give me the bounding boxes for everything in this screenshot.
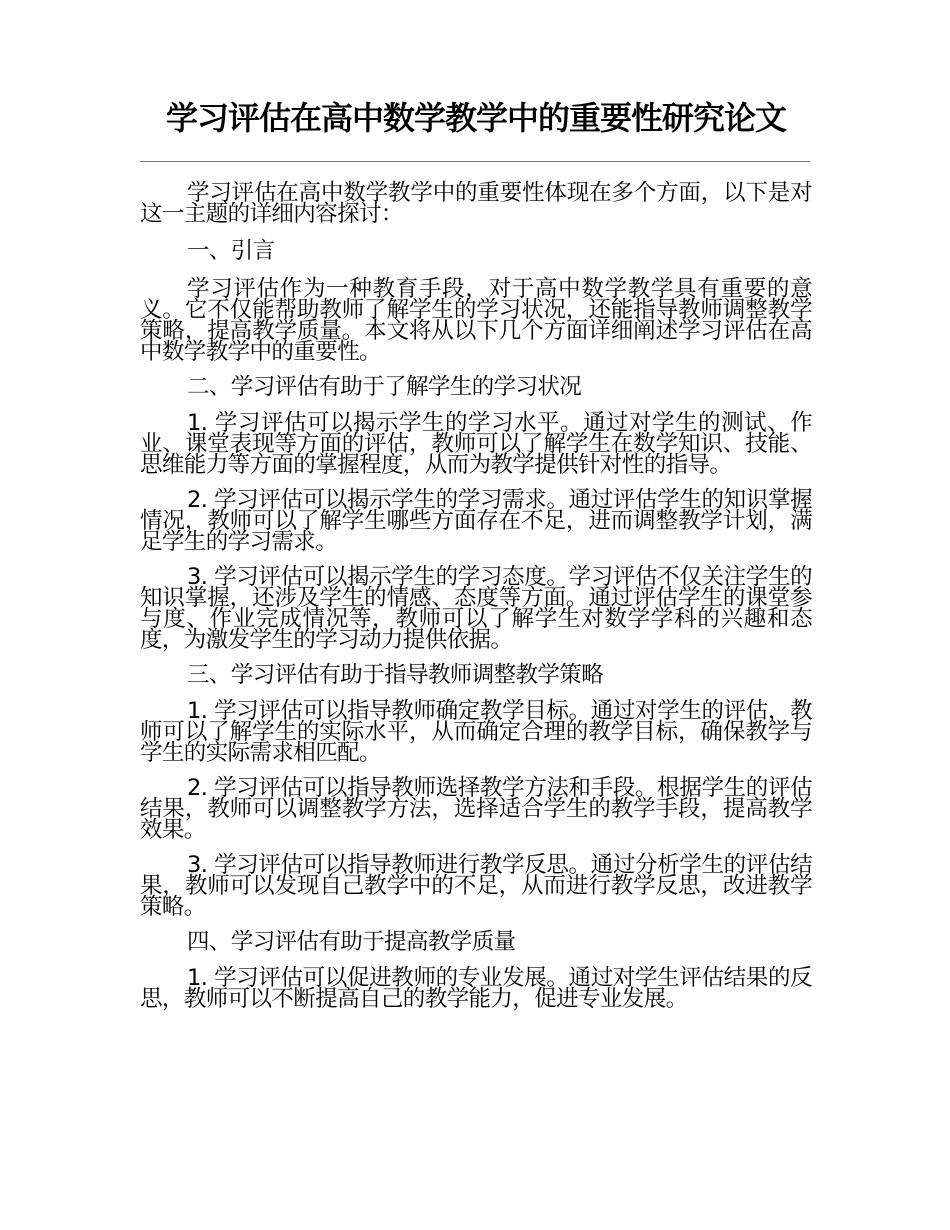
document-title: 学习评估在高中数学教学中的重要性研究论文 [165,99,786,137]
section-heading-3: 三、学习评估有助于指导教师调整教学策略 [187,662,604,688]
paragraph-1: 学习评估作为一种教育手段，对于高中数学教学具有重要的意义。它不仅能帮助教师了解学生的学习状况，还能指导教师调整教学策略，提高教学质量。本文将从以下几个方面详细阐述学习评估在高中数学教学中的重要性。 [140,276,812,365]
paragraph-3-1: 1. 学习评估可以指导教师确定教学目标。通过对学生的评估，教师可以了解学生的实际水平，从而确定合理的教学目标，确保教学与学生的实际需求相匹配。 [140,698,812,766]
title-divider [140,161,810,162]
section-heading-1: 一、引言 [187,238,275,264]
paragraph-4-1: 1. 学习评估可以促进教师的专业发展。通过对学生评估结果的反思，教师可以不断提高自己的教学能力，促进专业发展。 [140,965,812,1012]
section-heading-2: 二、学习评估有助于了解学生的学习状况 [187,374,582,400]
paragraph-2-1: 1. 学习评估可以揭示学生的学习水平。通过对学生的测试、作业、课堂表现等方面的评估，教师可以了解学生在数学知识、技能、思维能力等方面的掌握程度，从而为教学提供针对性的指导。 [140,410,812,478]
paragraph-intro: 学习评估在高中数学教学中的重要性体现在多个方面，以下是对这一主题的详细内容探讨： [140,180,812,227]
paragraph-3-3: 3. 学习评估可以指导教师进行教学反思。通过分析学生的评估结果，教师可以发现自己教学中的不足，从而进行教学反思，改进教学策略。 [140,852,812,920]
paragraph-2-2: 2. 学习评估可以揭示学生的学习需求。通过评估学生的知识掌握情况，教师可以了解学生哪些方面存在不足，进而调整教学计划，满足学生的学习需求。 [140,487,812,555]
document-body [140,180,812,1012]
paragraph-2-3: 3. 学习评估可以揭示学生的学习态度。学习评估不仅关注学生的知识掌握，还涉及学生的情感、态度等方面。通过评估学生的课堂参与度、作业完成情况等，教师可以了解学生对数学学科的兴趣和态度，为激发学生的学习动力提供依据。 [140,564,812,653]
section-heading-4: 四、学习评估有助于提高教学质量 [187,929,516,955]
paragraph-3-2: 2. 学习评估可以指导教师选择教学方法和手段。根据学生的评估结果，教师可以调整教学方法，选择适合学生的教学手段，提高教学效果。 [140,775,812,843]
